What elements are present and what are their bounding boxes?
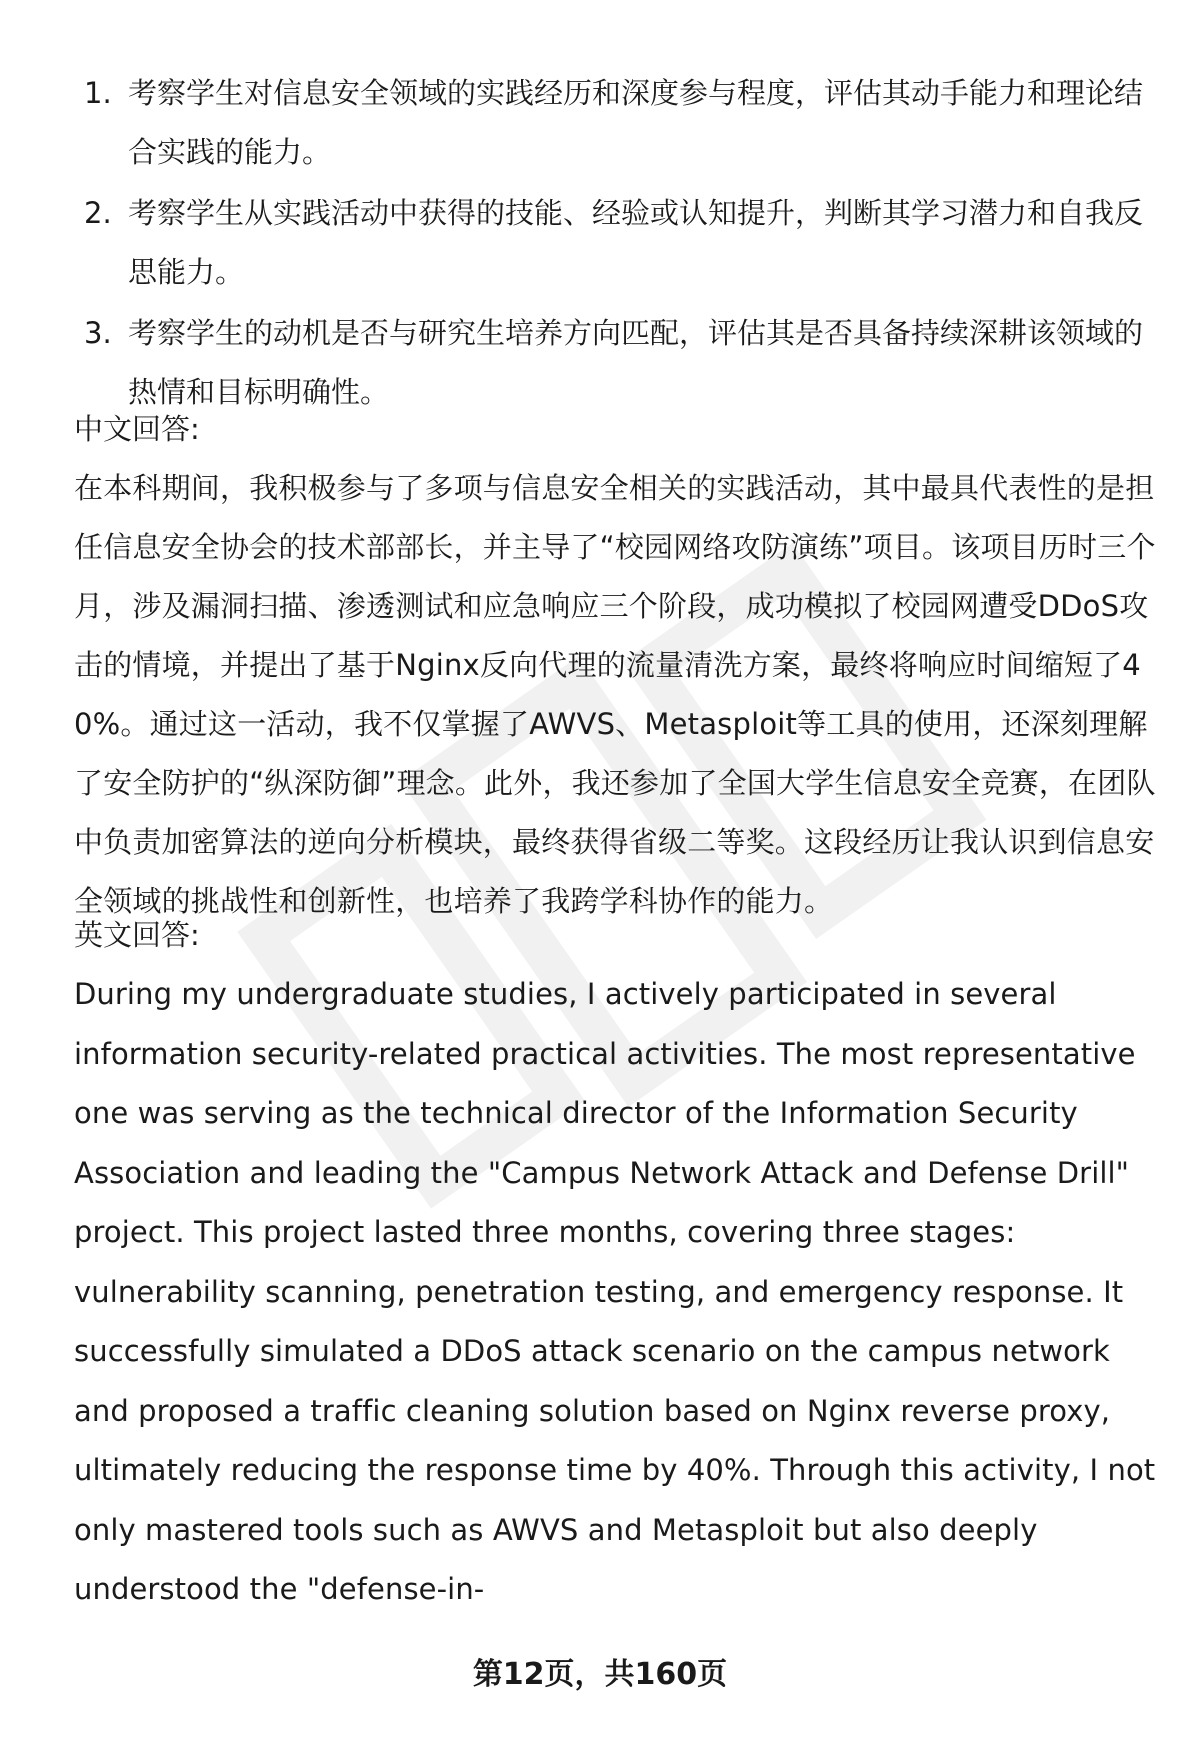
english-answer-section <box>74 906 1164 1620</box>
criteria-number: 3. <box>84 316 112 350</box>
english-answer-heading: 英文回答: <box>74 918 200 952</box>
chinese-answer-heading: 中文回答: <box>74 412 200 446</box>
criteria-number: 1. <box>84 76 112 110</box>
criteria-text: 考察学生的动机是否与研究生培养方向匹配，评估其是否具备持续深耕该领域的热情和目标明确性。 <box>128 316 1144 409</box>
chinese-answer-body: 在本科期间，我积极参与了多项与信息安全相关的实践活动，其中最具代表性的是担任信息安全协会的技术部部长，并主导了“校园网络攻防演练”项目。该项目历时三个月，涉及漏洞扫描、渗透测试和应急响应三个阶段，成功模拟了校园网遭受DDoS攻击的情境，并提出了基于Nginx反向代理的流量清洗方案，最终将响应时间缩短了40%。通过这一活动，我不仅掌握了AWVS、Metasploit等工具的使用，还深刻理解了安全防护的“纵深防御”理念。此外，我还参加了全国大学生信息安全竞赛，在团队中负责加密算法的逆向分析模块，最终获得省级二等奖。这段经历让我认识到信息安全领域的挑战性和创新性，也培养了我跨学科协作的能力。 <box>74 471 1156 918</box>
criteria-number: 2. <box>84 196 112 230</box>
page-number-footer: 第12页，共160页 <box>472 1657 728 1692</box>
criteria-item <box>74 184 1154 302</box>
english-answer-body: During my undergraduate studies, I actively participated in several information security-related practical activities. The most representative one was serving as the technical director of the Information Security Association and leading the "Campus Network Attack and Defense Drill" project. This project lasted three months, covering three stages: vulnerability scanning, penetration testing, and emergency response. It successfully simulated a DDoS attack scenario on the campus network and proposed a traffic cleaning solution based on Nginx reverse proxy, ultimately reducing the response time by 40%. Through this activity, I not only mastered tools such as AWVS and Metasploit but also deeply understood the "defense-in- <box>74 977 1156 1606</box>
criteria-text: 考察学生从实践活动中获得的技能、经验或认知提升，判断其学习潜力和自我反思能力。 <box>128 196 1144 289</box>
criteria-text: 考察学生对信息安全领域的实践经历和深度参与程度，评估其动手能力和理论结合实践的能力。 <box>128 76 1144 169</box>
chinese-answer-section <box>74 400 1164 931</box>
criteria-item <box>74 64 1154 182</box>
evaluation-criteria-list <box>74 64 1154 424</box>
